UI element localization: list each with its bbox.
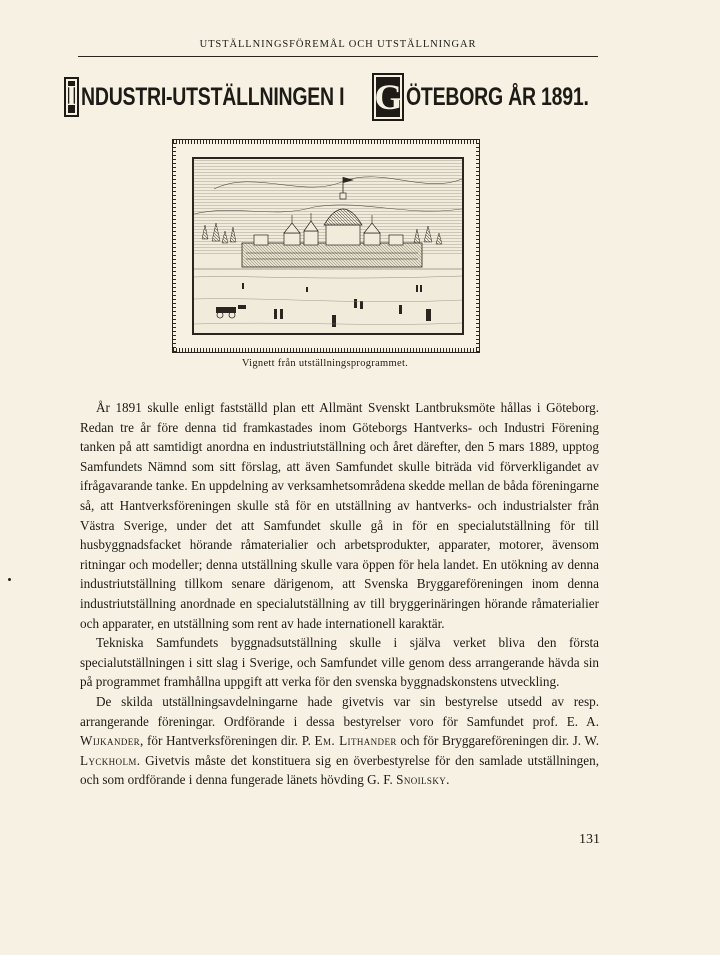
vignette-frame	[172, 139, 480, 353]
name-lyckholm: Lyckholm	[80, 752, 137, 768]
running-head: UTSTÄLLNINGSFÖREMÅL OCH UTSTÄLLNINGAR	[199, 39, 477, 50]
page-number: 131	[579, 832, 600, 847]
frame-ornament-right	[476, 140, 480, 352]
name-snoilsky: Snoilsky	[396, 772, 447, 788]
name-wijkander: Wijkander	[80, 733, 141, 749]
title-part-1: NDUSTRI-UTSTÄLLNINGEN I	[80, 82, 345, 111]
exhibition-vignette-image	[192, 157, 464, 335]
paragraph-1-text: År 1891 skulle enligt fastställd plan ett Allmänt Svenskt Lantbruksmöte hållas i Göteborg. Redan tre år före denna tid framkastades inom Göteborgs Hantverks- och Industri Förening tanken på att samtidigt anordna en industriutställning och året därefter, den 5 mars 1889, upptog Samfundets Nämnd som sitt förslag, att även Samfundet skulle biträda vid förverkligandet av ifrågavarande tanke. En uppdelning av verksamhetsområdena skedde mellan de båda föreningarne så, att Hantverksföreningen skulle stå för en utställning av hantverks- och industrialster från Västra Sverige, under det att Samfundet skulle gå in för en specialutställning för till husbyggnadsfacket hörande råmaterialier och arbetsprodukter, apparater, motorer, ävensom ritningar och modeller; denna utställning skulle vara öppen för hela landet. En utökning av denna industriutställning tillkom senare därigenom, att Svenska Bryggareföreningen inom denna industriutställning anordnade en specialutställning av till bryggerinäringen hörande råmaterialier och apparater, en utställning som rent av hade internationell karaktär.	[80, 400, 599, 631]
paragraph-3-text-e: .	[446, 772, 450, 788]
head-rule	[78, 56, 598, 57]
title-part-2: ÖTEBORG ÅR 1891.	[406, 82, 590, 111]
name-lithander: Em. Lithander	[314, 733, 397, 749]
body-text	[80, 398, 599, 790]
paragraph-2-text: Tekniska Samfundets byggnadsutställning skulle i själva verket bliva den första specialutställningen i sitt slag i Sverige, och Samfundet ville genom dess arrangerande hävda sin på programmet framhållna uppgift att verka för den svenska byggnadskonstens utveckling.	[80, 635, 599, 690]
paragraph-3-text-d: . Givetvis måste det konstituera sig en överbestyrelse för den samlade utställningen, och som ordförande i denna fungerade länets hövding G. F.	[80, 752, 599, 788]
frame-ornament-bottom	[173, 348, 479, 353]
exhibition-building-engraving	[194, 159, 462, 333]
frame-ornament-left	[172, 140, 176, 352]
decorative-initial-i: I	[64, 77, 79, 117]
page-title	[64, 74, 604, 120]
paragraph-3-text-b: , för Hantverksföreningen dir. P.	[140, 733, 311, 749]
paragraph-1	[80, 398, 599, 633]
frame-ornament-top	[173, 139, 479, 144]
paragraph-2	[80, 633, 599, 692]
paragraph-3-text-a: De skilda utställningsavdelningarne hade givetvis var sin bestyrelse utsedd av resp. arrangerande föreningar. Ordförande i dessa bestyrelser voro för Samfundet prof. E. A.	[80, 693, 599, 729]
paragraph-3	[80, 692, 599, 790]
figure-caption: Vignett från utställningsprogrammet.	[241, 358, 409, 369]
decorative-initial-g: G	[372, 73, 404, 121]
paragraph-3-text-c: och för Bryggareföreningen dir. J. W.	[400, 733, 600, 749]
margin-mark	[8, 578, 11, 581]
